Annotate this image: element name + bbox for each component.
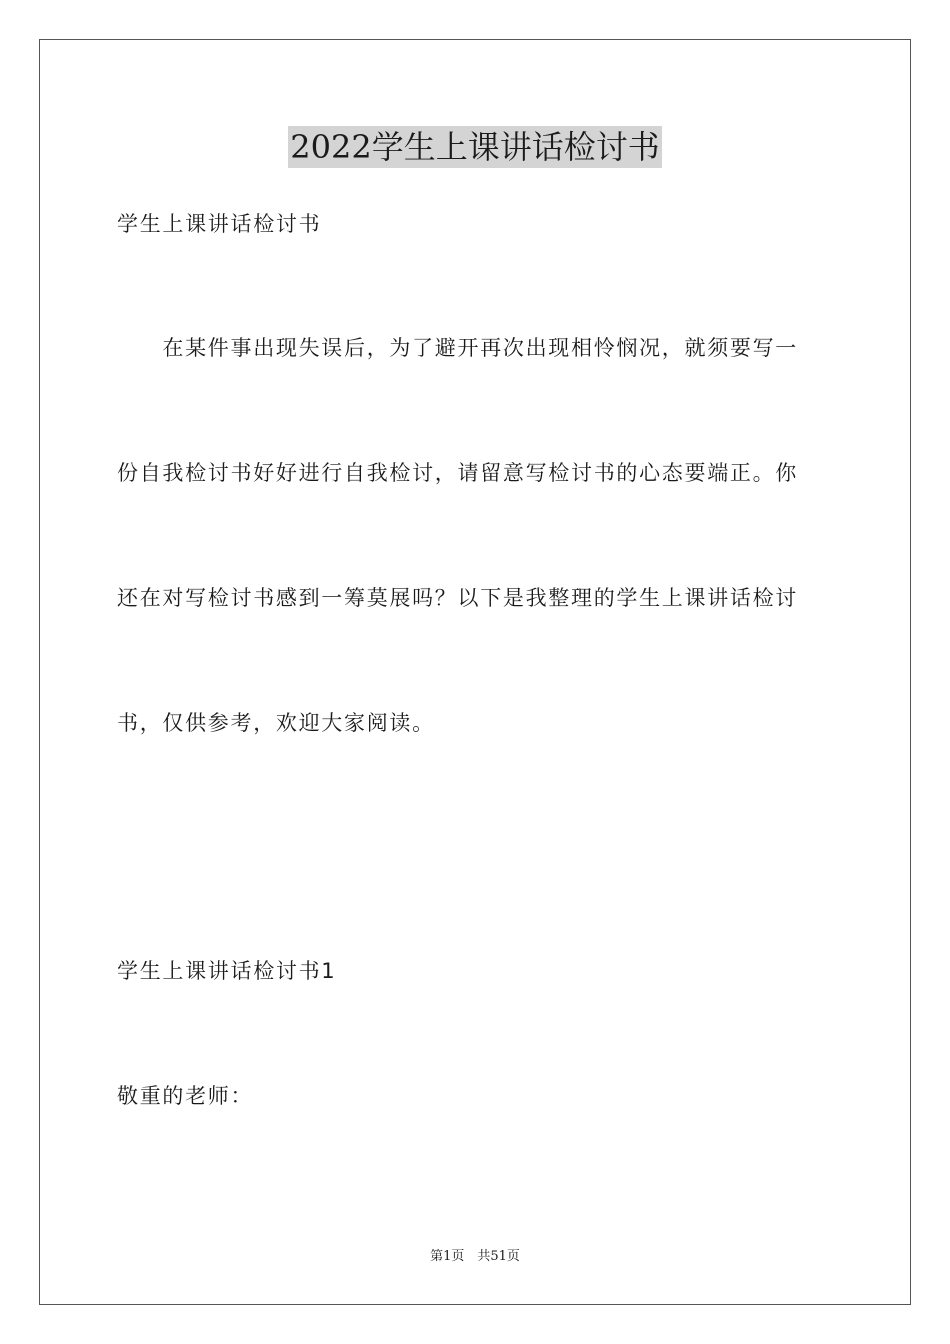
intro-line-4: 书，仅供参考，欢迎大家阅读。 [117, 711, 435, 735]
title-container [0, 126, 950, 168]
document-subtitle: 学生上课讲话检讨书 [117, 212, 322, 236]
salutation: 敬重的老师： [117, 1084, 254, 1108]
document-title: 2022学生上课讲话检讨书 [290, 128, 660, 166]
section-heading: 学生上课讲话检讨书1 [117, 959, 337, 983]
intro-line-2: 份自我检讨书好好进行自我检讨，请留意写检讨书的心态要端正。你 [117, 461, 798, 485]
page-number-footer: 第1页 共51页 [430, 1249, 520, 1264]
intro-line-3: 还在对写检讨书感到一筹莫展吗？以下是我整理的学生上课讲话检讨 [117, 586, 798, 610]
intro-line-1: 在某件事出现失误后，为了避开再次出现相怜悯况，就须要写一 [117, 336, 798, 360]
